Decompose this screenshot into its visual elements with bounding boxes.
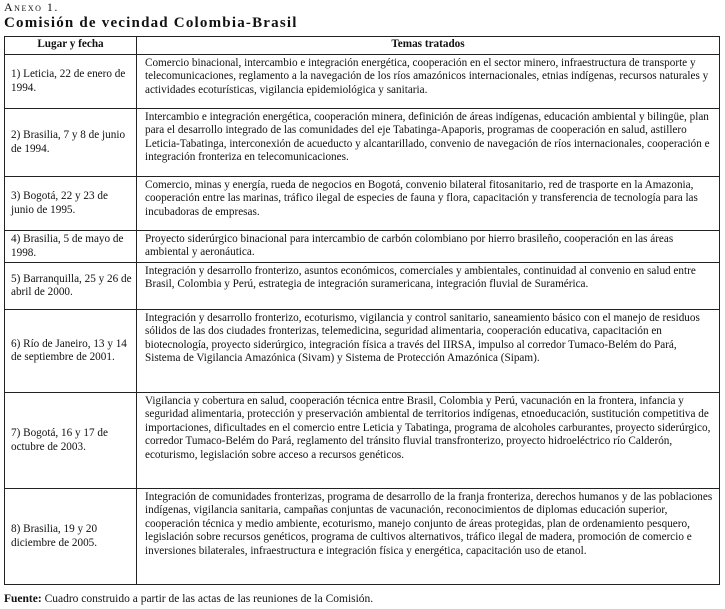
source-label: Fuente: [4,593,42,605]
meeting-topics: Vigilancia y cobertura en salud, cooperación técnica entre Brasil, Colombia y Perú, vacunación en la frontera, infancia y seguridad alimentaria, protección y preservación ambiental de territorios indígenas, etnoeducación, sustitución competitiva de importaciones, dificultades en el comercio entre Leticia y Tabatinga, programa de alcoholes carburantes, proyecto siderúrgico, corredor Tumaco-Belém do Pará, reglamento del tránsito fluvial transfronterizo, proyecto hidroeléctrico río Calderón, ecoturismo, legislación sobre acceso a recursos genéticos. [137,393,720,489]
table-row [5,263,720,310]
meeting-place-date: 1) Leticia, 22 de enero de 1994. [5,55,137,109]
table-row [5,489,720,585]
table-row [5,55,720,109]
meeting-topics: Integración y desarrollo fronterizo, asuntos económicos, comerciales y ambientales, continuidad al convenio en salud entre Brasil, Colombia y Perú, estrategia de integración suramericana, integración fluvial de Suramérica. [137,263,720,310]
table-row [5,177,720,231]
column-header-place-date: Lugar y fecha [5,37,137,55]
document-title: Comisión de vecindad Colombia-Brasil [4,15,298,31]
commission-table [4,36,720,585]
source-text: Cuadro construido a partir de las actas de las reuniones de la Comisión. [44,593,374,605]
table-header-row [5,37,720,55]
meeting-topics: Integración y desarrollo fronterizo, ecoturismo, vigilancia y control sanitario, saneamiento básico con el manejo de residuos sólidos de las dos ciudades fronterizas, telemedicina, seguridad alimentaria, cooperación educativa, capacitación en biotecnología, proyecto siderúrgico, integración física a través del IIRSA, impulso al corredor Tumaco-Belém do Pará, Sistema de Vigilancia Amazónica (Sivam) y Sistema de Protección Amazónica (Sipam). [137,310,720,393]
meeting-topics: Comercio binacional, intercambio e integración energética, cooperación en el sector minero, infraestructura de transporte y telecomunicaciones, reglamento a la navegación de los ríos amazónicos internacionales, etnias indígenas, recursos naturales y actividades ecoturísticas, vigilancia epidemiológica y sanitaria. [137,55,720,109]
table-row [5,310,720,393]
table-row [5,109,720,177]
annex-label: Anexo 1. [4,0,59,14]
commission-table-container [4,36,719,585]
meeting-topics: Proyecto siderúrgico binacional para intercambio de carbón colombiano por hierro brasileño, cooperación en las áreas ambiental y aeronáutica. [137,231,720,263]
source-note [4,592,373,606]
meeting-place-date: 5) Barranquilla, 25 y 26 de abril de 2000. [5,263,137,310]
meeting-place-date: 2) Brasilia, 7 y 8 de junio de 1994. [5,109,137,177]
table-row [5,393,720,489]
meeting-place-date: 8) Brasilia, 19 y 20 diciembre de 2005. [5,489,137,585]
meeting-place-date: 3) Bogotá, 22 y 23 de junio de 1995. [5,177,137,231]
meeting-place-date: 7) Bogotá, 16 y 17 de octubre de 2003. [5,393,137,489]
column-header-topics: Temas tratados [137,37,720,55]
meeting-place-date: 4) Brasilia, 5 de mayo de 1998. [5,231,137,263]
table-row [5,231,720,263]
meeting-topics: Comercio, minas y energía, rueda de negocios en Bogotá, convenio bilateral fitosanitario, red de trasporte en la Amazonia, cooperación entre las marinas, tráfico ilegal de especies de fauna y flora, capacitación y transferencia de tecnología para las incubadoras de empresas. [137,177,720,231]
meeting-place-date: 6) Río de Janeiro, 13 y 14 de septiembre de 2001. [5,310,137,393]
meeting-topics: Intercambio e integración energética, cooperación minera, definición de áreas indígenas, educación ambiental y bilingüe, plan para el desarrollo integrado de las comunidades del eje Tabatinga-Apaporis, programas de cooperación en salud, astillero Leticia-Tabatinga, interconexión de acueducto y alcantarillado, convenio de navegación de ríos internacionales, cooperación e integración fronteriza en telecomunicaciones. [137,109,720,177]
meeting-topics: Integración de comunidades fronterizas, programa de desarrollo de la franja fronteriza, derechos humanos y de las poblaciones indígenas, vigilancia sanitaria, campañas conjuntas de vacunación, reconocimientos de diplomas educación superior, cooperación técnica y medio ambiente, ecoturismo, manejo conjunto de áreas protegidas, plan de ordenamiento pesquero, legislación sobre recursos genéticos, programa de cultivos alternativos, tráfico ilegal de madera, promoción de comercio e inversiones bilaterales, infraestructura e integración física y energética, capacitación uso de etanol. [137,489,720,585]
